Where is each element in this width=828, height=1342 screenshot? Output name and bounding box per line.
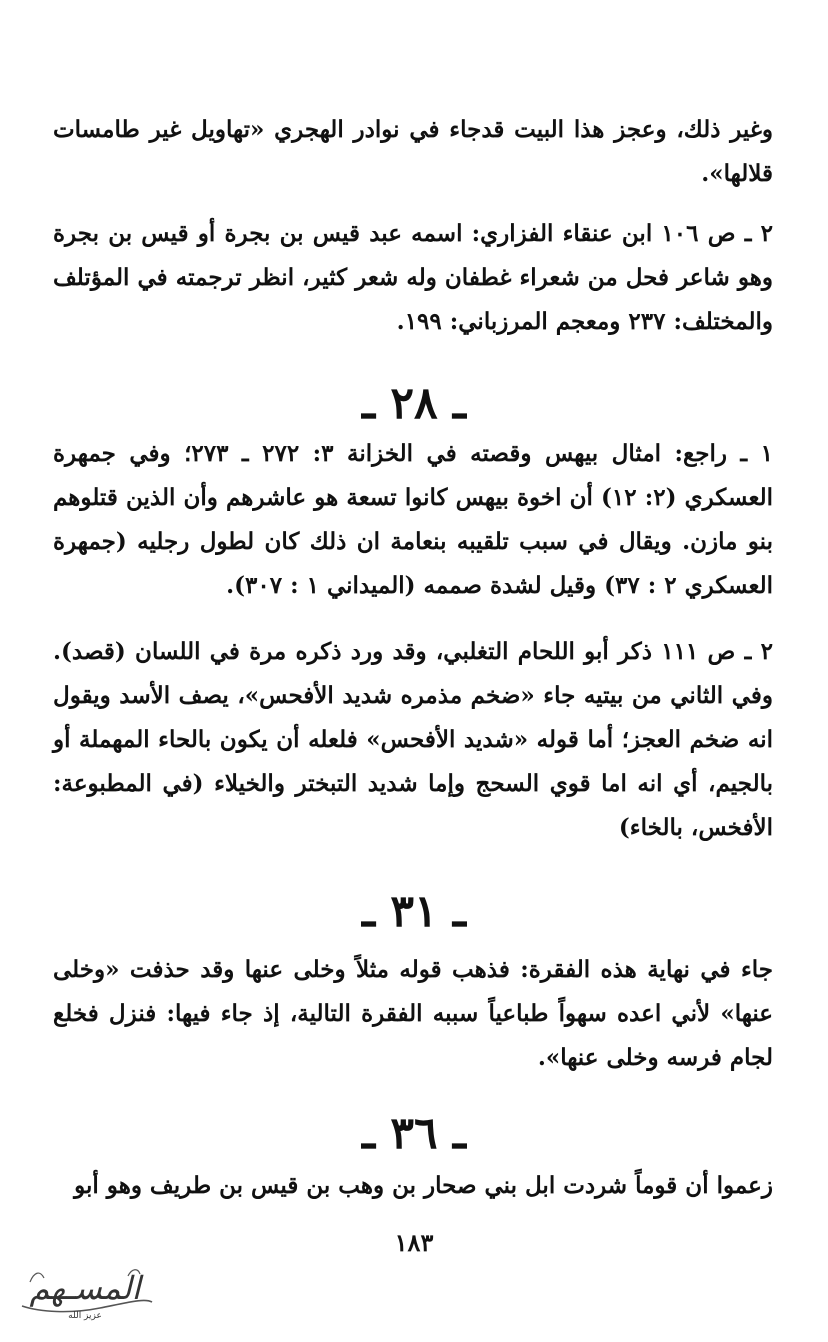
note-31 — [53, 948, 773, 1080]
paragraph: ٢ ـ ص ١١١ ذكر أبو اللحام التغلبي، وقد ورد ذكره مرة في اللسان (قصد). وفي الثاني من بيتيه جاء «ضخم مذمره شديد الأفحس»، يصف الأسد ويقول انه ضخم العجز؛ أما قوله «شديد الأفحس» فلعله أن يكون بالحاء المهملة أو بالجيم، أي انه اما قوي السحج وإما شديد التبختر والخيلاء (في المطبوعة: الأفخس، بالخاء) — [53, 638, 773, 841]
watermark-subtext: عزيز الله — [68, 1311, 102, 1321]
paragraph: ١ ـ راجع: امثال بيهس وقصته في الخزانة ٣: ٢٧٢ ـ ٢٧٣؛ وفي جمهرة العسكري (٢: ١٢) أن اخوة بيهس كانوا تسعة هو عاشرهم وأن الذين قتلوهم بنو مازن. ويقال في سبب تلقيبه بنعامة ان ذلك كان لطول رجليه (جمهرة العسكري ٢ : ٣٧) وقيل لشدة صممه (الميداني ١ : ٣٠٧). — [53, 440, 774, 599]
page-number: ١٨٣ — [394, 1228, 434, 1257]
note-continuation — [53, 108, 773, 196]
section-heading-28: ـ ٢٨ ـ — [362, 378, 466, 429]
paragraph: ٢ ـ ص ١٠٦ ابن عنقاء الفزاري: اسمه عبد قيس بن بجرة أو قيس بن بجرة وهو شاعر فحل من شعراء غطفان وله شعر كثير، انظر ترجمته في المؤتلف والمختلف: ٢٣٧ ومعجم المرزباني: ١٩٩. — [53, 220, 773, 335]
section-heading-36: ـ ٣٦ ـ — [362, 1108, 466, 1159]
watermark-text: المسـهم — [29, 1269, 141, 1307]
paragraph: جاء في نهاية هذه الفقرة: فذهب قوله مثلاً وخلى عنها وقد حذفت «وخلى عنها» لأني اعده سهواً طباعياً سببه الفقرة التالية، إذ جاء فيها: فنزل فخلع لجام فرسه وخلى عنها». — [53, 956, 773, 1071]
note-2-abu-allaham — [53, 630, 773, 850]
note-1-bayhas — [53, 432, 773, 608]
section-heading-31: ـ ٣١ ـ — [362, 886, 466, 937]
paragraph: وغير ذلك، وعجز هذا البيت قدجاء في نوادر الهجري «تهاويل غير طامسات قلالها». — [53, 116, 773, 187]
note-36 — [53, 1164, 773, 1208]
paragraph: زعموا أن قوماً شردت ابل بني صحار بن وهب بن قيس بن طريف وهو أبو — [74, 1172, 773, 1199]
watermark-logo — [10, 1262, 160, 1332]
note-2-ibn-anqa — [53, 212, 773, 344]
